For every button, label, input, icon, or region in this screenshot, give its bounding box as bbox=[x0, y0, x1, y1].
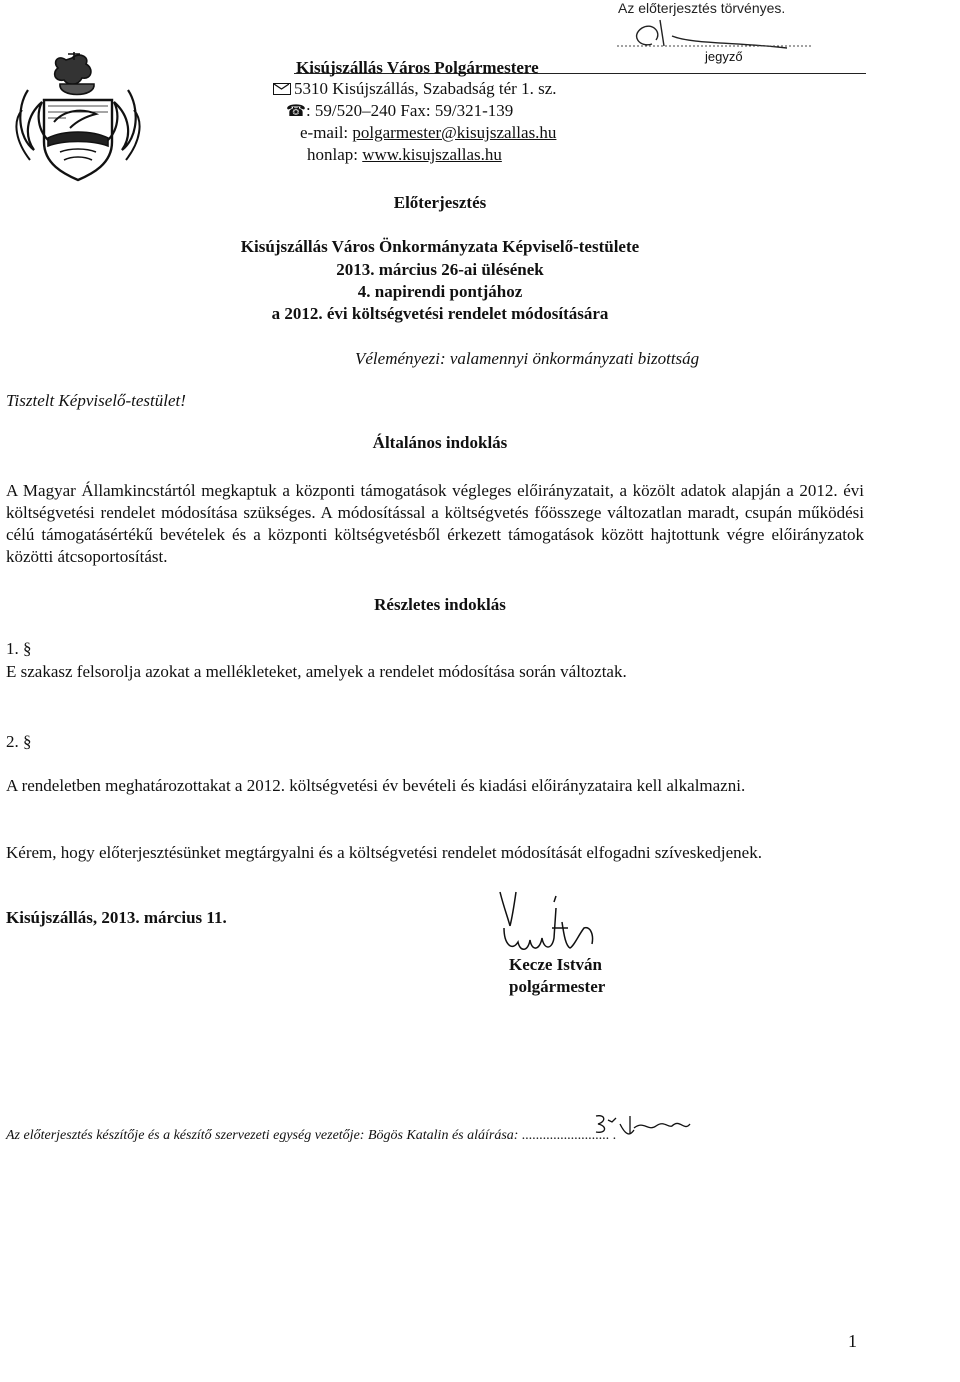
web-label: honlap: bbox=[307, 145, 363, 164]
section-2-text: A rendeletben meghatározottakat a 2012. költségvetési év bevételi és kiadási előirányzataira kell alkalmazni. bbox=[6, 776, 746, 795]
signature-dots: ......................... . bbox=[518, 1128, 617, 1143]
web-link[interactable]: www.kisujszallas.hu bbox=[362, 145, 502, 164]
email-link[interactable]: polgarmester@kisujszallas.hu bbox=[352, 123, 557, 142]
telephone-icon: ☎ bbox=[286, 103, 306, 120]
general-justification-heading: Általános indoklás bbox=[372, 433, 508, 452]
document-type-title: Előterjesztés bbox=[393, 193, 487, 212]
phone-line bbox=[286, 101, 513, 121]
request-text: Kérem, hogy előterjesztésünket megtárgyalni és a költségvetési rendelet módosítását elfogadni szíveskedjenek. bbox=[6, 843, 762, 862]
coat-of-arms-icon bbox=[8, 50, 148, 186]
page-number: 1 bbox=[848, 1331, 857, 1351]
address-line bbox=[273, 79, 557, 98]
signatory-title: polgármester bbox=[509, 977, 606, 996]
notary-label: jegyző bbox=[705, 49, 743, 64]
preparer-signature bbox=[586, 1110, 706, 1144]
reviewed-by: Véleményezi: valamennyi önkormányzati bizottság bbox=[355, 349, 700, 368]
session-date: 2013. március 26-ai ülésének bbox=[336, 260, 544, 279]
preparer-note-text: Az előterjesztés készítője és a készítő szervezeti egység vezetője: Bögös Katalin és aláírása: bbox=[6, 1128, 519, 1143]
section-1-number: 1. § bbox=[6, 639, 32, 658]
preparer-note bbox=[6, 1128, 616, 1144]
legality-note-text: Az előterjesztés törvényes. bbox=[618, 0, 786, 16]
envelope-icon bbox=[273, 83, 291, 95]
detailed-justification-heading: Részletes indoklás bbox=[374, 595, 506, 614]
mayor-signature bbox=[494, 888, 634, 964]
general-justification-text: A Magyar Államkincstártól megkaptuk a központi támogatások végleges előirányzatait, a közölt adatok alapján a 2012. évi költségvetési rendelet módosítása szükséges. A módosítással a költségvetés főösszege változatlan maradt, csupán működési célú támogatásértékű bevételek és a központi költségvetésből érkezett támogatások között hajtottunk végre előirányzatok közötti átcsoportosítást. bbox=[6, 481, 864, 566]
office-title: Kisújszállás Város Polgármestere bbox=[296, 58, 539, 77]
section-1-text: E szakasz felsorolja azokat a mellékleteket, amelyek a rendelet módosítása során változtak. bbox=[6, 662, 627, 681]
salutation: Tisztelt Képviselő-testület! bbox=[6, 391, 186, 410]
agenda-item: 4. napirendi pontjához bbox=[357, 282, 523, 301]
web-line bbox=[307, 145, 502, 164]
address-text: 5310 Kisújszállás, Szabadság tér 1. sz. bbox=[294, 79, 557, 98]
signatory-name: Kecze István bbox=[509, 955, 603, 974]
email-label: e-mail: bbox=[300, 123, 353, 142]
phone-fax-text: : 59/520–240 Fax: 59/321-139 bbox=[305, 101, 514, 120]
email-line bbox=[300, 123, 556, 142]
section-2-number: 2. § bbox=[6, 732, 32, 751]
notary-signature bbox=[612, 14, 832, 54]
date-place: Kisújszállás, 2013. március 11. bbox=[6, 908, 227, 927]
subject-line: a 2012. évi költségvetési rendelet módosítására bbox=[271, 304, 609, 323]
council-name: Kisújszállás Város Önkormányzata Képviselő-testülete bbox=[240, 237, 640, 256]
